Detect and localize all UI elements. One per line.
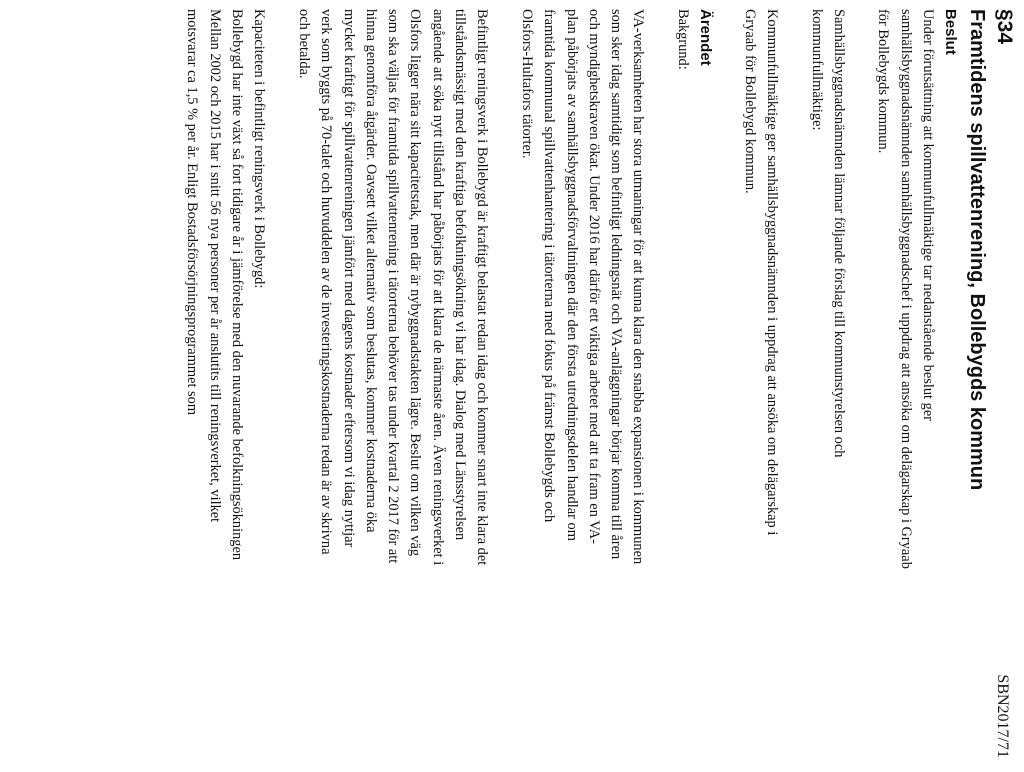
document-title: Framtidens spillvattenrening, Bollebygds kommun bbox=[966, 9, 988, 491]
text-line: Under förutsättning att kommunfullmäktige tar nedanstående beslut ger bbox=[920, 9, 936, 422]
text-line: verk som byggts på 70-talet och huvuddelen av de investeringskostnaderna redan är av skrivna bbox=[318, 9, 335, 555]
arendet-paragraph-3 bbox=[181, 9, 270, 764]
text-line: VA-verksamheten har stora utmaningar för att kunna klara den snabba expansionen i kommunen bbox=[630, 9, 647, 565]
text-line: som ska väljas för framtida spillvattenrening i tätorterna behöver tas under kvartal 2 2017 för att bbox=[385, 9, 402, 564]
text-line: Bollebygd har inte växt så fort tidigare år i jämförelse med den nuvarande befolkningsökningen bbox=[229, 9, 246, 561]
text-line: motsvarar ca 1,5 % per år. Enligt Bostadsförsörjningsprogrammet som bbox=[184, 9, 201, 416]
text-line: som sker idag samtidigt som befintligt ledningsnät och VA-anläggningar börjar komma till åren bbox=[608, 9, 625, 560]
arendet-paragraph-1 bbox=[516, 9, 650, 764]
beslut-paragraph-3 bbox=[738, 9, 783, 764]
text-line: hinna genomföra åtgärder. Oavsett vilket alternativ som beslutas, kommer kostnaderna öka bbox=[362, 9, 379, 533]
text-line: Befintligt reningsverk i Bollebygd är kraftigt belastat redan idag och kommer snart inte klara det bbox=[474, 9, 491, 566]
text-line: tillståndsmässigt med den kraftiga befolkningsökning vi har idag. Dialog med Länsstyrelsen bbox=[452, 9, 469, 541]
text-line: framtida kommunal spillvattenhantering i tätorterna med fokus på främst Bollebygds och bbox=[541, 9, 558, 523]
header-row bbox=[992, 9, 1016, 764]
arendet-heading: Ärendet bbox=[697, 9, 715, 66]
case-number: SBN2017/71 bbox=[994, 674, 1011, 758]
bakgrund-label: Bakgrund: bbox=[675, 9, 692, 70]
paragraph-number: §34 bbox=[993, 9, 1016, 45]
text-line: Mellan 2002 och 2015 har i snitt 56 nya personer per år anslutits till reningsverket, vilket bbox=[206, 9, 223, 523]
text-line: Kapaciteten i befintligt reningsverk i Bollebygd: bbox=[251, 9, 268, 289]
arendet-paragraph-2 bbox=[293, 9, 494, 764]
text-line: plan påbörjats av samhällsbyggnadsförvaltningen där den första utredningsdelen handlar om bbox=[563, 9, 580, 541]
text-line: Gryaab för Bollebygd kommun. bbox=[741, 9, 758, 194]
beslut-paragraph-1 bbox=[872, 9, 939, 764]
text-line: mycket kraftigt för spillvattenreningen jämfört med dagens kostnader eftersom vi idag nyttjar bbox=[340, 9, 357, 548]
text-line: samhällsbyggnadsnämnden samhällsbyggnadschef i uppdrag att ansöka om delägarskap i Gryaab bbox=[897, 9, 914, 569]
text-line: Kommunfullmäktige ger samhällsbyggnadsnämnden i uppdrag att ansöka om delägarskap i bbox=[763, 9, 780, 536]
text-line: Olsfors-Hultafors tätorter. bbox=[518, 9, 535, 159]
text-line: kommunfullmäktige: bbox=[808, 9, 825, 131]
beslut-heading: Beslut bbox=[942, 9, 959, 55]
text-line: för Bollebygds kommun. bbox=[875, 9, 892, 154]
text-line: Olsfors ligger nära sitt kapacitetstak, men där är nybyggnadstakten lägre. Beslut om vilken väg bbox=[407, 9, 424, 557]
text-line: och betalda. bbox=[295, 9, 312, 79]
text-line: Samhällsbyggnadsnämnden lämnar följande förslag till kommunstyrelsen och bbox=[830, 9, 847, 458]
text-line: och myndighetskraven ökat. Under 2016 har därför ett viktiga arbetet med att ta fram en VA- bbox=[585, 9, 602, 544]
text-line: angående att söka nytt tillstånd har påbörjats för att klara de närmaste åren. Även reningsverket i bbox=[429, 9, 446, 566]
beslut-paragraph-2 bbox=[805, 9, 850, 764]
